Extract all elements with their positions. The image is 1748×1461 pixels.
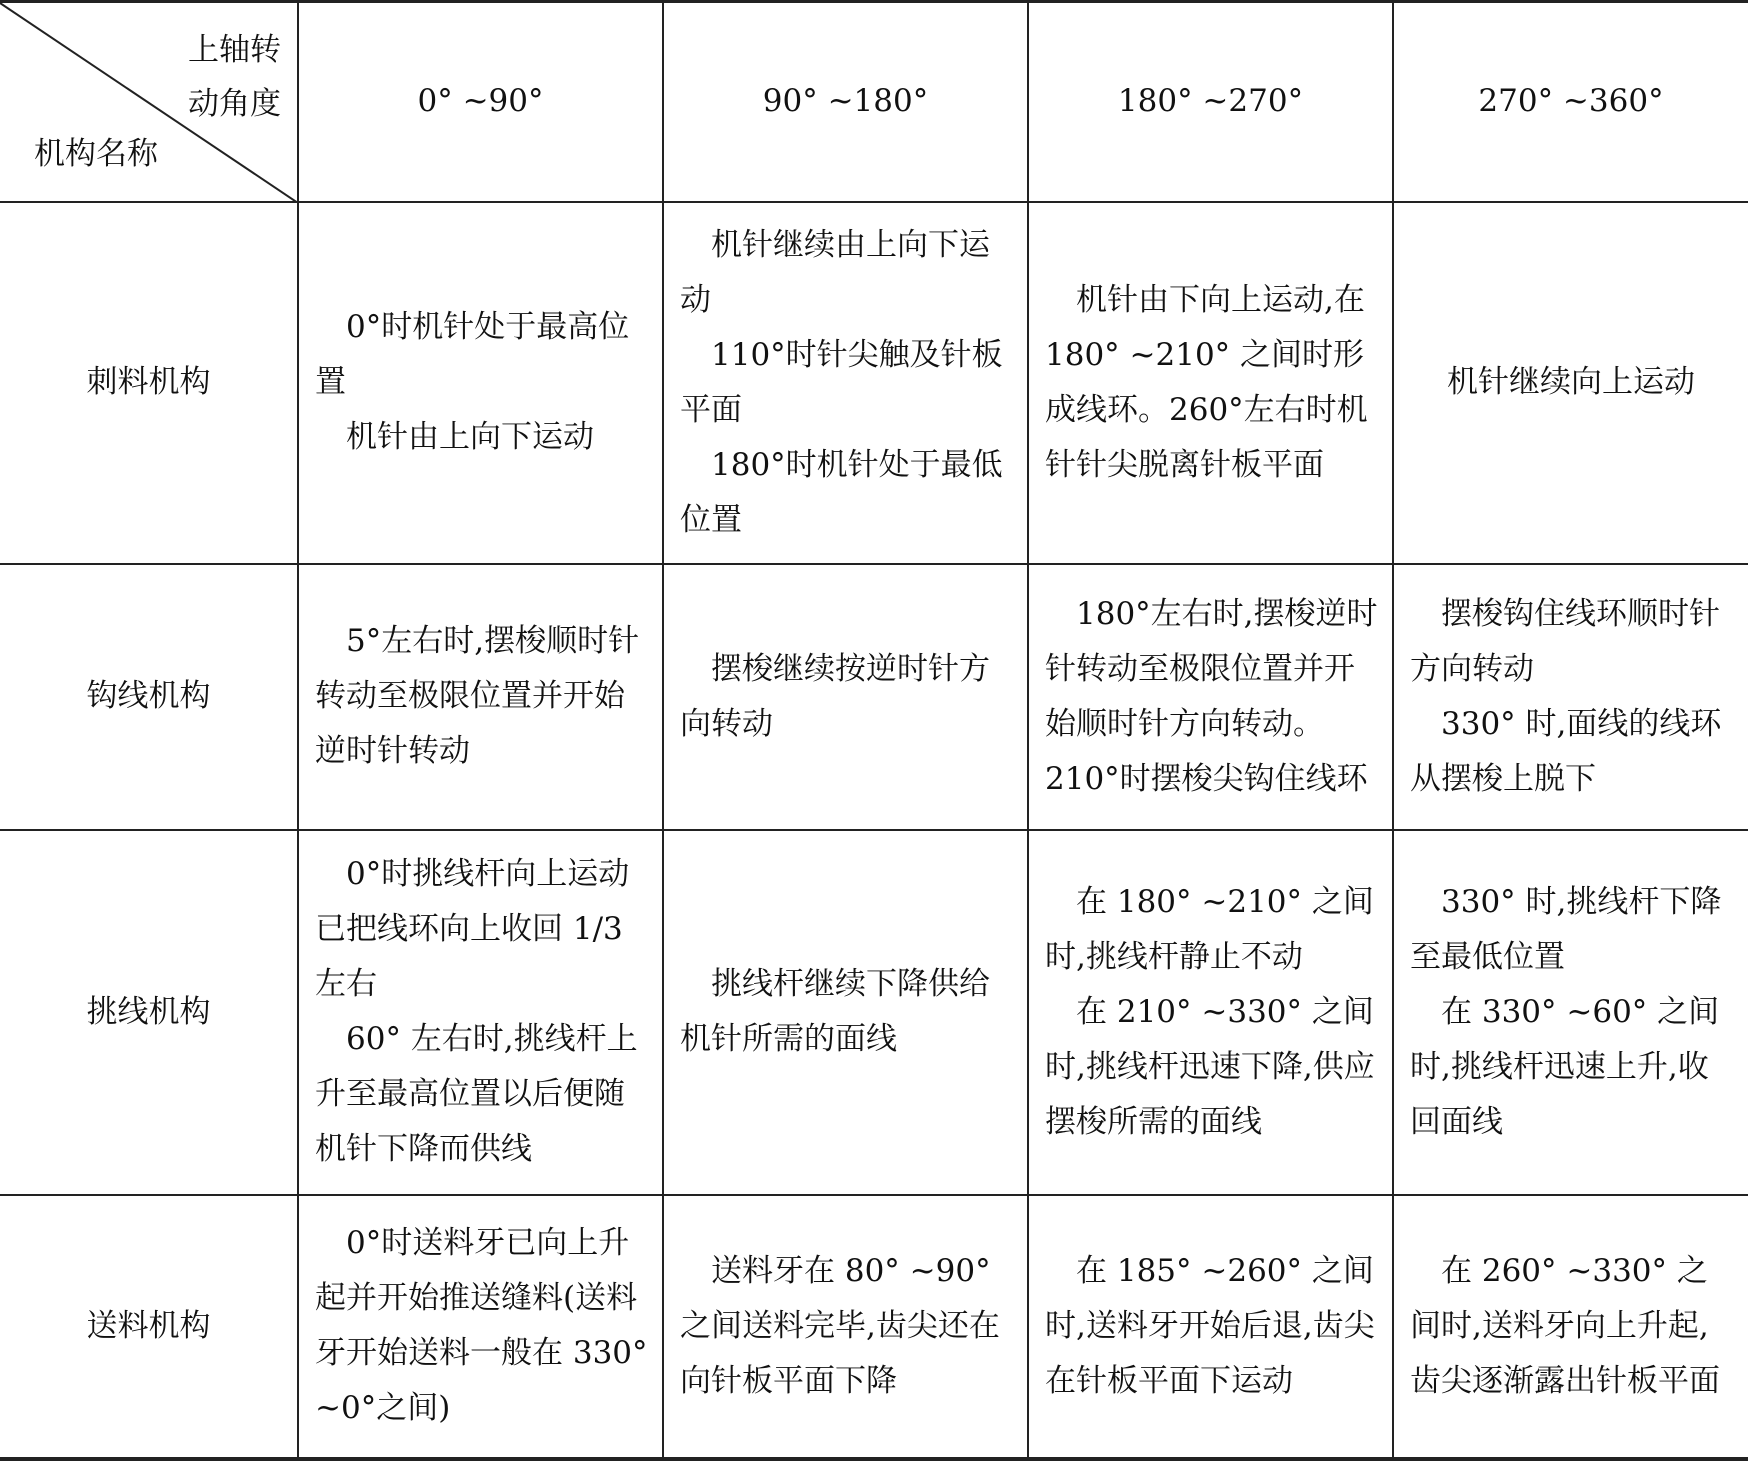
table-row xyxy=(0,830,1748,1195)
cell-paragraph: 在 260° ~330° 之间时,送料牙向上升起,齿尖逐渐露出针板平面 xyxy=(1410,1252,1720,1399)
cell-paragraph: 机针继续由上向下运动 xyxy=(680,226,990,318)
corner-top-line2: 动角度 xyxy=(188,86,281,122)
table-cell xyxy=(1028,1195,1393,1459)
angle-header-90-180: 90° ~180° xyxy=(663,2,1028,202)
table-cell xyxy=(1028,564,1393,830)
cell-paragraph: 5°左右时,摆梭顺时针转动至极限位置并开始逆时针转动 xyxy=(315,623,640,769)
cell-paragraph: 在 330° ~60° 之间时,挑线杆迅速上升,收回面线 xyxy=(1410,993,1720,1140)
table-row xyxy=(0,564,1748,830)
table-cell xyxy=(663,830,1028,1195)
cell-paragraph: 摆梭钩住线环顺时针方向转动 xyxy=(1410,595,1720,687)
cell-paragraph: 110°时针尖触及针板平面 xyxy=(680,336,1003,428)
cell-paragraph: 在 210° ~330° 之间时,挑线杆迅速下降,供应摆梭所需的面线 xyxy=(1045,993,1375,1140)
angle-header-0-90: 0° ~90° xyxy=(298,2,663,202)
mechanism-name: 挑线机构 xyxy=(0,830,298,1195)
table-row xyxy=(0,1195,1748,1459)
angle-header-180-270: 180° ~270° xyxy=(1028,2,1393,202)
cell-paragraph: 机针由下向上运动,在 180° ~210° 之间时形成线环。260°左右时机针针尖脱离针板平面 xyxy=(1045,281,1368,483)
angle-header-270-360: 270° ~360° xyxy=(1393,2,1748,202)
table-cell xyxy=(663,1195,1028,1459)
mechanism-name: 刺料机构 xyxy=(0,202,298,564)
cell-paragraph: 330° 时,面线的线环从摆梭上脱下 xyxy=(1410,705,1722,797)
mechanism-name-label: 机构名称 xyxy=(34,135,158,172)
header-row xyxy=(0,2,1748,202)
rotation-angle-label xyxy=(188,23,281,131)
cell-paragraph: 180°左右时,摆梭逆时针转动至极限位置并开始顺时针方向转动。 xyxy=(1045,595,1378,742)
table-row xyxy=(0,202,1748,564)
table-cell xyxy=(298,202,663,564)
table-cell xyxy=(298,1195,663,1459)
table-cell xyxy=(1393,830,1748,1195)
table-cell xyxy=(663,202,1028,564)
cell-paragraph: 0°时挑线杆向上运动已把线环向上收回 1/3 左右 xyxy=(315,856,630,1002)
table-cell xyxy=(663,564,1028,830)
cell-paragraph: 挑线杆继续下降供给机针所需的面线 xyxy=(680,966,990,1057)
table-cell xyxy=(1393,564,1748,830)
table-cell xyxy=(1028,202,1393,564)
mechanism-name: 钩线机构 xyxy=(0,564,298,830)
corner-top-line1: 上轴转 xyxy=(188,32,281,68)
cell-paragraph: 摆梭继续按逆时针方向转动 xyxy=(680,650,990,742)
corner-header-cell xyxy=(0,2,298,202)
cell-paragraph: 210°时摆梭尖钩住线环 xyxy=(1045,760,1368,797)
cell-paragraph: 机针由上向下运动 xyxy=(346,419,594,455)
cell-paragraph: 在 180° ~210° 之间时,挑线杆静止不动 xyxy=(1045,883,1374,975)
table-cell xyxy=(1393,1195,1748,1459)
cell-paragraph: 60° 左右时,挑线杆上升至最高位置以后便随机针下降而供线 xyxy=(315,1021,638,1167)
table-cell xyxy=(298,564,663,830)
table-cell xyxy=(1028,830,1393,1195)
mechanism-name: 送料机构 xyxy=(0,1195,298,1459)
cell-paragraph: 180°时机针处于最低位置 xyxy=(680,446,1003,538)
cell-paragraph: 330° 时,挑线杆下降至最低位置 xyxy=(1410,883,1722,975)
cell-paragraph: 0°时机针处于最高位置 xyxy=(315,309,630,400)
cell-paragraph: 送料牙在 80° ~90° 之间送料完毕,齿尖还在向针板平面下降 xyxy=(680,1252,1000,1399)
cell-paragraph: 在 185° ~260° 之间时,送料牙开始后退,齿尖在针板平面下运动 xyxy=(1045,1252,1375,1399)
table-cell: 机针继续向上运动 xyxy=(1393,202,1748,564)
cell-paragraph: 0°时送料牙已向上升起并开始推送缝料(送料牙开始送料一般在 330° ~0°之间) xyxy=(315,1225,648,1426)
table-cell xyxy=(298,830,663,1195)
